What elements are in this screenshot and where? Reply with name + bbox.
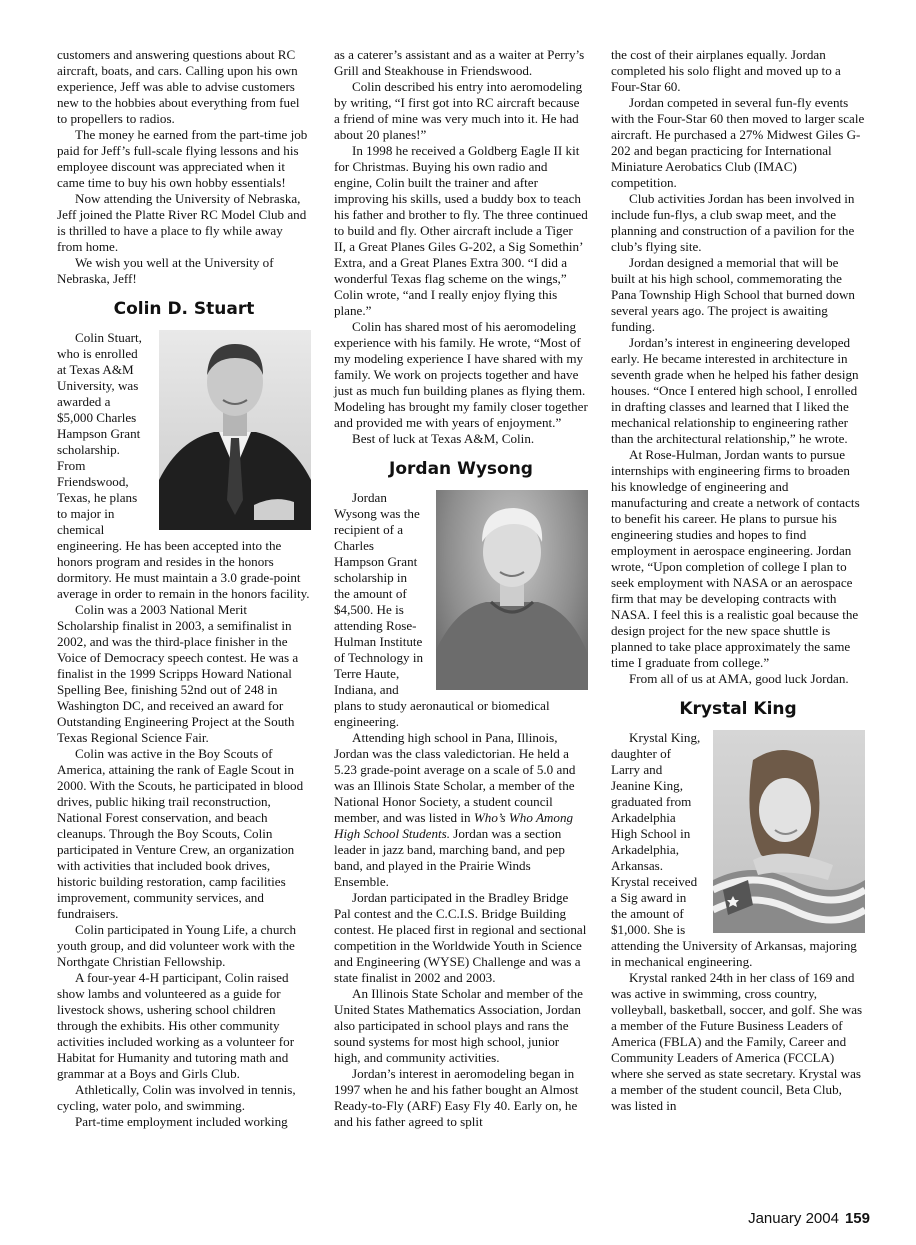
paragraph [334, 730, 588, 890]
paragraph: Jordan designed a memorial that will be built at his high school, commemorating the Pana Township High School that burned down several years ago. The project is awaiting funding. [611, 255, 855, 334]
paragraph: At Rose-Hulman, Jordan wants to pursue internships with engineering firms to broaden his knowledge of engineering and manufacturing and create a network of contacts to benefit his career. He plans to pursue his engineering studies and hopes to find employment in aerospace engineering. Jordan wrote, “Upon completion of college I plan to seek employment with NASA or an aerospace firm that may be developing contracts with NASA. I feel this is a realistic goal because the design project for the new space shuttle is planned to take place approximately the same time I graduate from college.” [611, 447, 860, 670]
paragraph: Jordan Wysong was the recipient of a Charles Hampson Grant scholarship in the amount of $4,500. He is attending Rose-Hulman Institute of Technology in Terre Haute, Indiana, and plans to study aeronautical or biomedical engineering. [334, 490, 550, 729]
paragraph: Club activities Jordan has been involved in include fun-flys, a club swap meet, and the planning and construction of a pavilion for the club’s flying site. [611, 191, 855, 254]
section-heading-jordan-wysong: Jordan Wysong [389, 459, 533, 479]
paragraph: Colin participated in Young Life, a church youth group, and did volunteer work with the Northgate Christian Fellowship. [57, 922, 297, 969]
photo-krystal-king [713, 730, 865, 933]
paragraph: Athletically, Colin was involved in tennis, cycling, water polo, and swimming. [57, 1082, 296, 1113]
paragraph: Krystal ranked 24th in her class of 169 and was active in swimming, cross country, volleyball, basketball, soccer, and golf. She was a member of the Future Business Leaders of America (FBLA) and the Family, Career and Community Leaders of America (FCCLA) where she served as state secretary. Krystal was a member of the student council, Beta Club, was listed in [611, 970, 863, 1113]
column-3 [611, 47, 865, 1114]
paragraph: From all of us at AMA, good luck Jordan. [629, 671, 849, 686]
paragraph: We wish you well at the University of Nebraska, Jeff! [57, 255, 274, 286]
paragraph: Colin Stuart, who is enrolled at Texas A&M University, was awarded a $5,000 Charles Hampson Grant scholarship. From Friendswood, Texas, he plans to major in chemical engineering. He has been accepted into the honors program and resides in the honors dormitory. He must maintain a 3.0 grade-point average in order to remain in the honors facility. [57, 330, 310, 601]
paragraph: as a caterer’s assistant and as a waiter at Perry’s Grill and Steakhouse in Friendswood. [334, 47, 585, 78]
paragraph: Colin described his entry into aeromodeling by writing, “I first got into RC aircraft because a friend of mine was very much into it. He had about 20 planes!” [334, 79, 583, 142]
paragraph: An Illinois State Scholar and member of the United States Mathematics Association, Jordan also participated in school plays and rans the sound systems for most high school, junior high, and community activities. [334, 986, 583, 1065]
paragraph: Jordan’s interest in aeromodeling began in 1997 when he and his father bought an Almost Ready-to-Fly (ARF) Easy Fly 40. Early on, he and his father agreed to split [334, 1066, 579, 1129]
paragraph: Jordan participated in the Bradley Bridge Pal contest and the C.C.I.S. Bridge Building contest. He placed first in regional and sectional competition in the Worldwide Youth in Science and Engineering (WYSE) Challenge and was a state finalist in 2002 and 2003. [334, 890, 587, 985]
paragraph: the cost of their airplanes equally. Jordan completed his solo flight and moved up to a Four-Star 60. [611, 47, 841, 94]
column-2 [334, 47, 588, 1130]
publication-title: Who’s Who Among High School Students. [334, 810, 574, 841]
paragraph-text: Attending high school in Pana, Illinois, Jordan was the class valedictorian. He held a 5.23 grade-point average on a scale of 5.0 and was an Illinois State Scholar, a member of the National Honor Society, a student council member, and was listed in [334, 730, 576, 825]
paragraph-text: Jordan was a section leader in jazz band, marching band, and pep band, and played in the Prairie Winds Ensemble. [334, 826, 565, 889]
page-footer [748, 1210, 870, 1227]
paragraph: Colin was active in the Boy Scouts of America, attaining the rank of Eagle Scout in 2000. With the Scouts, he participated in blood drives, public hiking trail reconstruction, National Forest conservation, and beach cleanups. Through the Boy Scouts, Colin participated in Venture Crew, an organization with activities that included book drives, historic building restoration, camp facilities improvement, community services, and fundraisers. [57, 746, 304, 921]
paragraph: Colin was a 2003 National Merit Scholarship finalist in 2003, a semifinalist in 2002, and was the third-place finisher in the Voice of Democracy speech contest. He was a finalist in the 1999 Scripps Howard National Spelling Bee, finishing 52nd out of 248 in Washington DC, and received an award for Outstanding Engineering Project at the South Texas Regional Science Fair. [57, 602, 299, 745]
page-number: 159 [844, 1210, 870, 1227]
paragraph: In 1998 he received a Goldberg Eagle II kit for Christmas. Buying his own radio and engine, Colin built the trainer and after improving his skills, used a buddy box to teach his father and brother to fly. The three continued to build and fly. Other aircraft include a Tiger II, a Great Planes Giles G-202, a Sig Somethin’ Extra, and a Great Planes Extra 300. “I did a wonderful Texas flag scheme on the wings,” Colin wrote, “and I really enjoy flying this plane.” [334, 143, 588, 318]
photo-colin-stuart [159, 330, 311, 530]
paragraph: A four-year 4-H participant, Colin raised show lambs and volunteered as a guide for livestock shows, ushering school children through the exhibits. His other community activities included working as a volunteer for Habitat for Humanity and tutoring math and grammar at a Boys and Girls Club. [57, 970, 295, 1081]
paragraph: Best of luck at Texas A&M, Colin. [352, 431, 535, 446]
paragraph: Part-time employment included working [75, 1114, 288, 1129]
issue-date: January 2004 [748, 1210, 839, 1227]
photo-jordan-wysong [436, 490, 588, 690]
paragraph: The money he earned from the part-time job paid for Jeff’s full-scale flying lessons and his employee discount was appreciated when it came time to buy his own hobby essentials! [57, 127, 308, 190]
paragraph: customers and answering questions about RC aircraft, boats, and cars. Calling upon his own experience, Jeff was able to advise customers new to the hobbies about everything from fuel to propellers to radios. [57, 47, 300, 126]
section-heading-krystal-king: Krystal King [679, 699, 797, 719]
paragraph: Jordan competed in several fun-fly events with the Four-Star 60 then moved to larger scale aircraft. He purchased a 27% Midwest Giles G-202 and began practicing for International Miniature Aerobatics Club (IMAC) competition. [611, 95, 865, 190]
paragraph: Colin has shared most of his aeromodeling experience with his family. He wrote, “Most of my modeling experience I have shared with my family. We work on projects together and have just as much fun building planes as flying them. Modeling has brought my family closer together and provided me with years of enjoyment.” [334, 319, 588, 430]
column-1 [57, 47, 311, 1130]
paragraph: Krystal King, daughter of Larry and Jeanine King, graduated from Arkadelphia High School in Arkadelphia, Arkansas. Krystal received a Sig award in the amount of $1,000. She is attending the University of Arkansas, majoring in mechanical engineering. [611, 730, 857, 969]
section-heading-colin-stuart: Colin D. Stuart [113, 299, 255, 319]
paragraph: Now attending the University of Nebraska, Jeff joined the Platte River RC Model Club and is thrilled to have a place to fly while away from home. [57, 191, 307, 254]
paragraph: Jordan’s interest in engineering developed early. He became interested in architecture in seventh grade when he helped his father design houses. “Once I entered high school, I enrolled in drafting classes and learned that I liked the mechanical relationship to engineering rather than the architectural relationship,” he wrote. [611, 335, 859, 446]
